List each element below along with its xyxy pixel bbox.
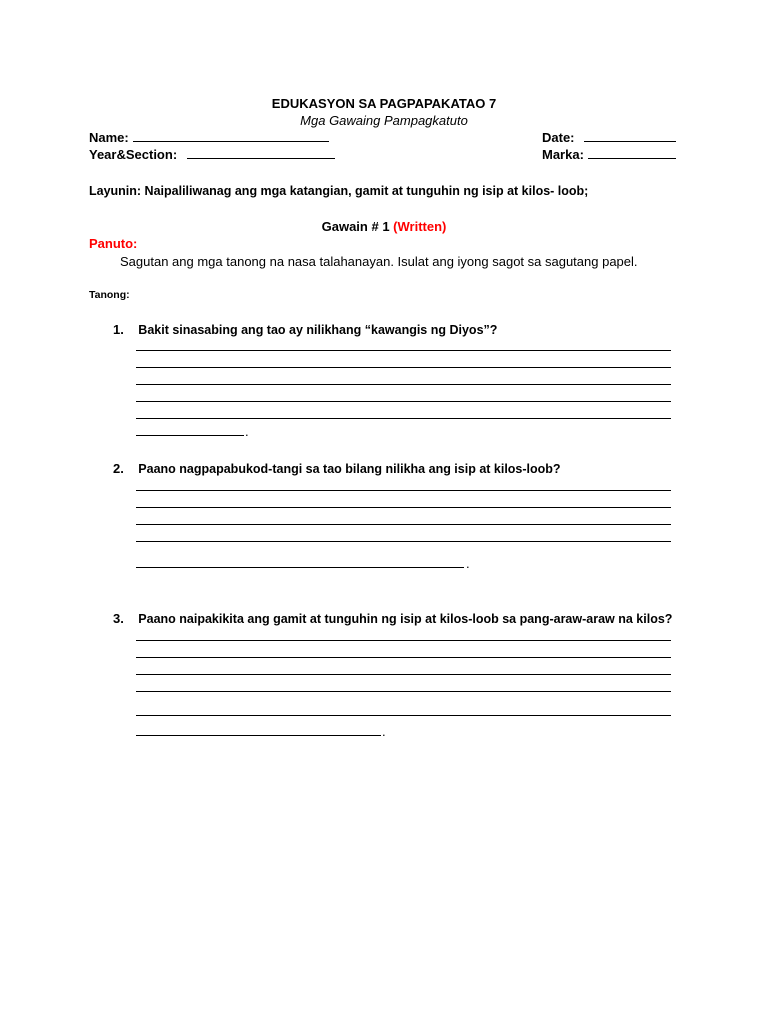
question-1	[113, 321, 497, 339]
instructions-label: Panuto:	[89, 236, 138, 251]
date-field[interactable]	[542, 130, 676, 145]
marka-field[interactable]	[542, 147, 676, 162]
answer-end-mark: .	[245, 424, 249, 439]
year-section-blank[interactable]	[187, 147, 335, 159]
objective-text: Layunin: Naipaliliwanag ang mga katangian, gamit at tunguhin ng isip at kilos- loob;	[89, 184, 589, 198]
question-3	[113, 610, 672, 628]
question-text: Paano nagpapabukod-tangi sa tao bilang nilikha ang isip at kilos-loob?	[138, 462, 561, 476]
question-number: 2.	[113, 461, 124, 476]
date-blank[interactable]	[584, 130, 676, 142]
question-number: 1.	[113, 322, 124, 337]
answer-line-short[interactable]	[136, 435, 244, 436]
answer-line[interactable]	[136, 367, 671, 368]
answer-line-short[interactable]	[136, 567, 464, 568]
page-subtitle: Mga Gawaing Pampagkatuto	[300, 113, 468, 128]
questions-label: Tanong:	[89, 289, 130, 301]
answer-line[interactable]	[136, 524, 671, 525]
answer-line[interactable]	[136, 490, 671, 491]
name-field[interactable]	[89, 130, 329, 145]
answer-line[interactable]	[136, 418, 671, 419]
activity-label: Gawain # 1	[321, 219, 390, 234]
page-title: EDUKASYON SA PAGPAPAKATAO 7	[271, 96, 497, 111]
marka-blank[interactable]	[588, 147, 676, 159]
answer-line[interactable]	[136, 350, 671, 351]
question-number: 3.	[113, 611, 124, 626]
year-section-label: Year&Section:	[89, 147, 178, 162]
marka-label: Marka:	[542, 147, 584, 162]
answer-line[interactable]	[136, 401, 671, 402]
name-blank[interactable]	[133, 130, 329, 142]
answer-line[interactable]	[136, 640, 671, 641]
name-label: Name:	[89, 130, 129, 145]
activity-tag: (Written)	[393, 219, 447, 234]
instructions-text: Sagutan ang mga tanong na nasa talahanayan. Isulat ang iyong sagot sa sagutang papel.	[120, 254, 638, 269]
answer-line[interactable]	[136, 715, 671, 716]
answer-line[interactable]	[136, 691, 671, 692]
year-section-field[interactable]	[89, 147, 335, 162]
question-text: Paano naipakikita ang gamit at tunguhin ng isip at kilos-loob sa pang-araw-araw na kilos?	[138, 612, 673, 626]
answer-line[interactable]	[136, 541, 671, 542]
answer-end-mark: .	[382, 724, 386, 739]
question-2	[113, 460, 561, 478]
answer-line[interactable]	[136, 674, 671, 675]
question-text: Bakit sinasabing ang tao ay nilikhang “kawangis ng Diyos”?	[138, 323, 498, 337]
answer-line[interactable]	[136, 384, 671, 385]
answer-end-mark: .	[466, 556, 470, 571]
answer-line-short[interactable]	[136, 735, 381, 736]
answer-line[interactable]	[136, 507, 671, 508]
activity-heading	[0, 219, 768, 234]
date-label: Date:	[542, 130, 575, 145]
answer-line[interactable]	[136, 657, 671, 658]
